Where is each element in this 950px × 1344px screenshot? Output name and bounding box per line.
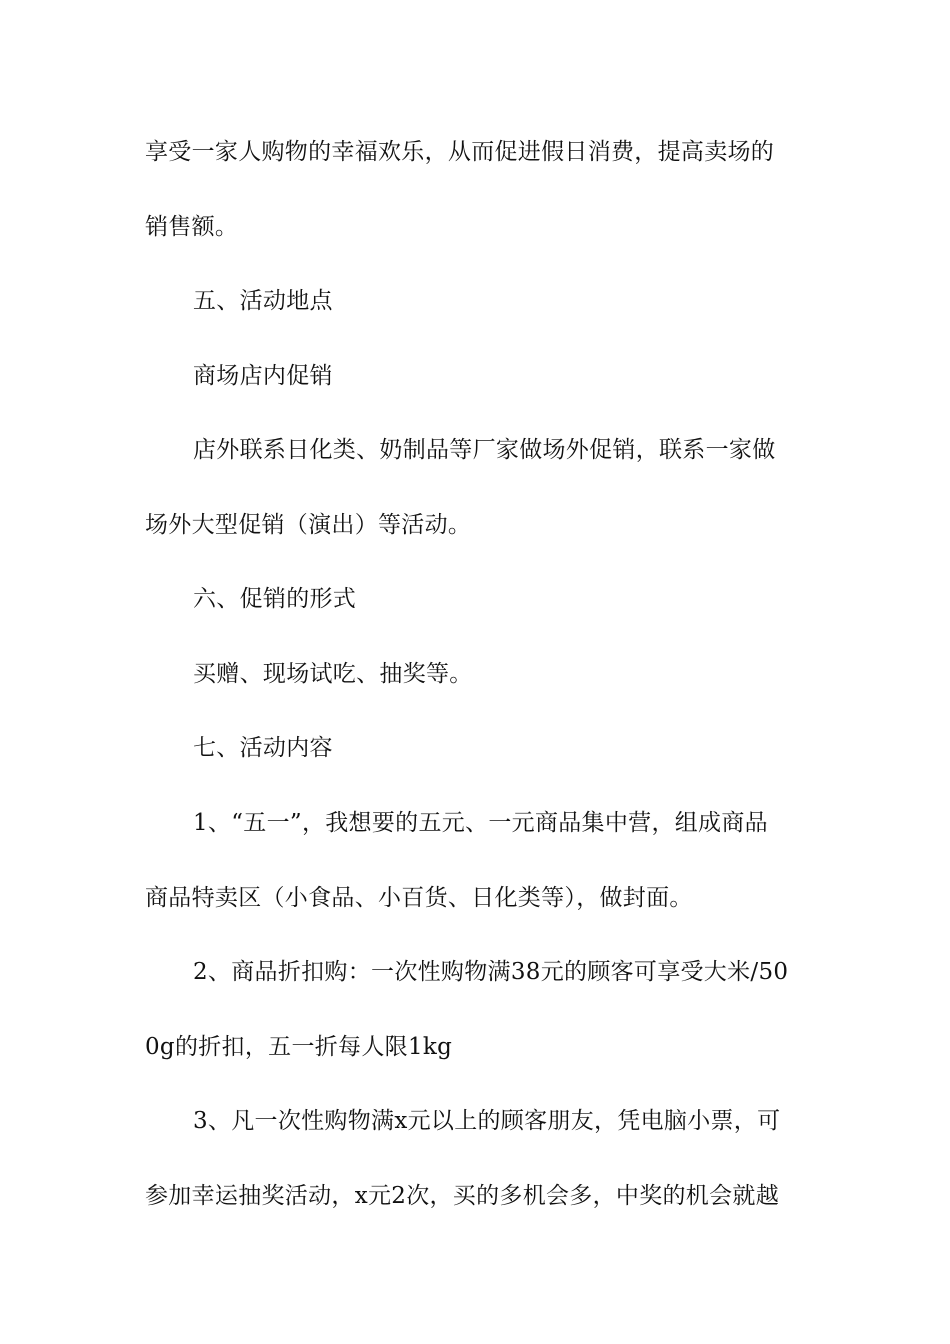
section-heading: 五、活动地点 <box>193 288 333 314</box>
text-line: 参加幸运抽奖活动，x元2次，买的多机会多，中奖的机会就越 <box>145 1183 780 1209</box>
text-line: 0g的折扣，五一折每人限1kg <box>145 1034 453 1060</box>
list-item: 2、商品折扣购：一次性购物满38元的顾客可享受大米/50 <box>193 959 789 985</box>
text-line: 商场店内促销 <box>193 363 333 389</box>
list-item: 1、“五一”，我想要的五元、一元商品集中营，组成商品 <box>193 810 768 836</box>
text-line: 店外联系日化类、奶制品等厂家做场外促销，联系一家做 <box>193 437 776 463</box>
list-item: 3、凡一次性购物满x元以上的顾客朋友，凭电脑小票，可 <box>193 1108 781 1134</box>
text-line: 享受一家人购物的幸福欢乐，从而促进假日消费，提高卖场的 <box>145 139 775 165</box>
text-line: 场外大型促销（演出）等活动。 <box>145 512 472 538</box>
text-line: 买赠、现场试吃、抽奖等。 <box>193 661 473 687</box>
section-heading: 六、促销的形式 <box>193 586 357 612</box>
text-line: 销售额。 <box>145 214 239 240</box>
section-heading: 七、活动内容 <box>193 735 333 761</box>
text-line: 商品特卖区（小食品、小百货、日化类等），做封面。 <box>145 885 693 911</box>
